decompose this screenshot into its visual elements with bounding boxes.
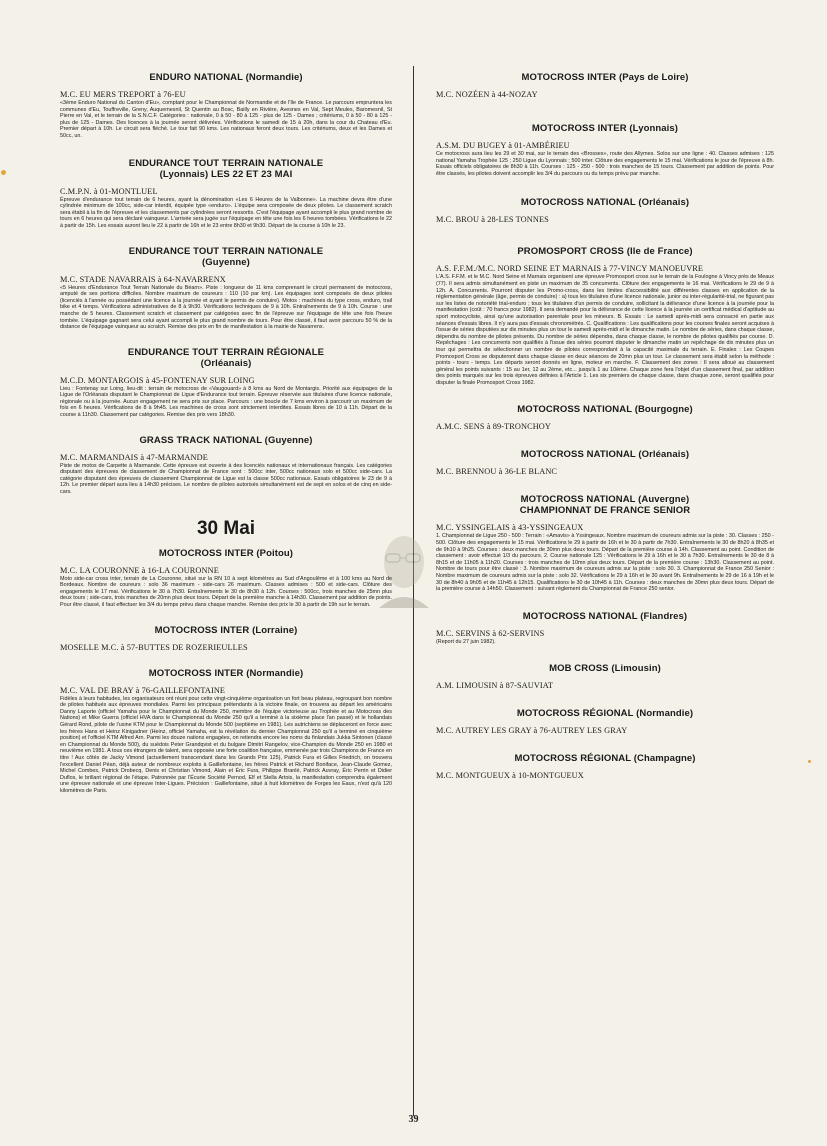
event-description: Lieu : Fontenay sur Loing, lieu-dit : terrain de motocross de «Vaugouard» à 8 kms au Nord de Montargis. Priorité aux équipages de la Ligue de l'Orléanais disputant le Championnat de Ligue d'Endurance tout terrain. Épreuve réservée aux titulaires d'une licence nationale, régionale ou à la journée. Aucun engagement ne sera pris sur place. Parcours : une boucle de 7 kms environ à parcourir un maximum de fois en 6 heures. Vérifications de 8 à 9h45. Les machines de cross sont strictement interdites. Essais libres de 10 à 11h. Départ de la course à 11h30. Classement par catégories. Remise des prix vers 18h30. (60, 385, 392, 419)
event-title: MOTOCROSS INTER (Pays de Loire) (521, 72, 689, 83)
event-motocross-lorraine (60, 625, 392, 652)
event-motocross-flandres (436, 611, 774, 646)
event-description: L'A.S. F.F.M. et le M.C. Nord Seine et Marnais organisent une épreuve Promosport cross sur le terrain de la Foulogne à Vincy près de Meaux (77). Il sera admis simultanément en piste un maximum de 35 concurrents. Clôture des engagements le 16 mai. Vérifications le 29 de 9 à 12h. A. Concurrents. Pourront disputer les Promo-cross, dans les limites d'accessibilité aux différentes classes en application de la réglementation générale (âge, permis de conduire) : a) tous les titulaires d'une licence nationale, junior ou inter-régularité-trial, ne figurant pas sur les listes de notoriété trial-enduro ; tous les titulaires d'un permis de conduire, sollicitant la délivrance d'une licence à la journée pour la manifestation (coût : 70 francs pour 1982). Il sera demandé pour la délivrance de cette licence à la journée un certificat médical d'aptitude au sport motocycliste, ainsi qu'une autorisation parentale pour les mineurs. B. Essais : Le samedi après-midi sera consacré en partie aux séances d'essais libres. Il n'y aura pas d'essais chronométrés. C. Qualifications : Les qualifications pour les courses finales seront acquises à l'issue de séries disputées sur dix minutes plus un tour le samedi après-midi et le dimanche matin. Le nombre de séries, dans chaque classe, dépendra du nombre de pilotes présents. Du nombre de séries dépendra, dans chaque classe, le nombre de pilotes qualifiés par course. D. Repêchages : Les concurrents non qualifiés à l'issue des séries pourront disputer le dimanche matin un repêchage de dix minutes plus un tour qui permettra de sélectionner un nombre de pilotes correspondant à la capacité maximale du terrain. E. Finales : Les Coupes Promosport Cross se disputeront dans chaque classe en deux séances de 20mn plus un tour. Le classement sera établi selon la méthode : points - tours - temps. Les départs seront donnés en ligne, moteur en marche. F. Classement des zones : Il sera alloué au classement général les points suivants : 15 au 1er, 12 au 2ème, etc... jusqu'à 1 au 10ème. Chaque zone fera l'objet d'un classement final, par addition des points marqués sur les trois épreuves définies à l'Article 1. Les six premiers de chaque classe, dans chaque zone, seront qualifiés pour disputer la finale Promosport Cross 1982. (436, 274, 774, 386)
event-description: Ce motocross aura lieu les 29 et 30 mai, sur le terrain des «Brosses», route des Allymes. Solos sur une ligne : 40. Classes admises : 125 national Yamaha Trophée 125 ; 250 Ligue du Lyonnais ; 500 inter. Clôture des engagements le 15 mai. Vérifications le jour de l'épreuve à 8h. Essais officiels obligatoires de 8h30 à 11h. Courses : 125 - 250 - 500 : trois manches de 15 tours. Classement par addition de points. Pour être classés, les pilotes doivent accomplir les 3/4 du parcours ou du temps prévu par manche. (436, 151, 774, 177)
event-title: MOTOCROSS INTER (Lorraine) (154, 624, 298, 636)
event-description: Moto side-car cross inter, terrain de La Couronne, situé sur la RN 10 à sept kilomètres au Sud d'Angoulême et à 100 kms au Nord de Bordeaux. Nombre de coureurs : solo 36 maximum - side-cars 26 maximum. Classes admises : 500 et side-cars. Clôture des engagements le 17 mai. Vérifications le 30 à 7h30. Entraînements le 30 de 8h30 à 12h. Courses : 500cc, trois manches de 25mn plus deux tours ; side-cars, trois manches de 20mn plus deux tours. Départ de la première manche à 14h30. Classement par addition de points. Pour être classé, il faut effectuer les 3/4 du temps prévu dans chaque manche. Remise des prix le 30 à partir de 19h sur le terrain. (60, 575, 392, 608)
date-heading: 30 Mai (196, 517, 256, 539)
left-column (60, 60, 392, 1106)
event-title: MOTOCROSS RÉGIONAL (Normandie) (516, 708, 694, 720)
event-description: Piste de motos de Carpette à Marmande. Cette épreuve est ouverte à des licenciés nationaux et internationaux français. Les catégories disputant des épreuves de classement de Championnat de France sont : 500cc inter, 500cc nationaux solo et 500cc side-cars. La catégorie disputant des épreuves de classement Championnat de Ligue est la classe 500cc nationaux. Essais obligatoires le 23 de 9 à 12h. Le premier départ aura lieu à 14h30 précises. Le nombre de pilotes autorisés simultanément est de sept en solos et de cinq en side-cars. (60, 462, 392, 496)
organizer-club: MOSELLE M.C. à 57-BUTTES DE ROZERIEULLES (60, 642, 248, 652)
event-promosport-idf (436, 246, 774, 386)
event-title: ENDURO NATIONAL (Normandie) (149, 72, 303, 83)
event-grasstrack-guyenne (60, 435, 392, 496)
organizer-club: A.S. F.F.M./M.C. NORD SEINE ET MARNAIS à 77-VINCY MANOEUVRE (436, 264, 704, 274)
event-description: «3ème Enduro National du Canton d'Eu», comptant pour le Championnat de Normandie et de l'Ile de France. Le parcours empruntera les communes d'Eu, Touffreville, Greny, Auquemesnil, St Quentin au Bosc, Bailly en Rivière, Avesnes en Val, Sept Meules, Baromesnil, St Pierre en Val, et le terrain de la S.N.C.F. Catégories : nationale, 0 à 50 - 80 à 125 - plus de 125 - Dames ; critériums, 0 à 50 - 80 à 125 - plus de 125 - Dames. Des licences à la journée seront délivrées. Vérifications le samedi de 15 à 20h, dans la cour du Chateau d'Eu. Premier départ à 10h. Le circuit sera fléché. Le tour fait 90 kms. Les nationaux feront deux tours. Les critériums, deux et les Dames et 50cc, un. (60, 100, 392, 139)
event-motocross-regional-normandie (436, 708, 774, 735)
event-title: MOTOCROSS INTER (Poitou) (158, 547, 294, 559)
organizer-club: A.S.M. DU BUGEY à 01-AMBÉRIEU (436, 141, 570, 150)
event-description: 1. Championnat de Ligue 250 - 500 : Terrain : «Amavis» à Yssingeaux. Nombre maximum de coureurs admis sur la piste : 30. Classes : 250 - 500. Clôture des engagements le 15 mai. Vérifications le 29 à partir de 16h et le 30 à partir de 7h30. Entraînements le 30 de 8h20 à 8h35 et de 9h10 à 9h25. Courses : deux manches de 30mn plus deux tours. Départ de la première course à 14h. Classement au point. Condition de classement : avoir effectué 1/3 du parcours. 2. Course nationale 125 : Vérifications le 29 à 16h et le 30 à 7h30. Entraînements le 30 de 8 à 8h15 et de 11h05 à 11h20. Courses : trois manches de 10mn plus deux tours. Départ de la première course : 13h30. Classement au point. Nombre de tours pour être classé : 3. Nombre maximum de coureurs admis sur la piste : solo 30. 3. Championnat de France 250 Senior : Nombre maximum de coureurs admis sur la piste : solo 32. Vérifications le 29 à 16h et le 30 avant 9h. Entraînements le 29 de 16 à 19h et le 30 de 8h40 à 9h05 et de 11h45 à 12h15. Qualifications le 30 de 10h45 à 11h. Courses : deux manches de 30mn plus deux tours. Départ de la première course à 14h50. Classement : suivant règlement du Championnat de France 250 senior. (436, 533, 774, 593)
event-title: MOTOCROSS INTER (Normandie) (148, 667, 304, 679)
date-section (60, 518, 392, 540)
event-motocross-bourgogne (436, 404, 774, 431)
event-title: PROMOSPORT CROSS (Ile de France) (517, 246, 693, 258)
event-endurance-lyonnais (60, 158, 392, 230)
organizer-club: M.C. VAL DE BRAY à 76-GAILLEFONTAINE (60, 685, 226, 695)
page-number: 39 (408, 1114, 419, 1125)
organizer-club: M.C. STADE NAVARRAIS à 64-NAVARRENX (60, 274, 226, 284)
organizer-club: M.C. AUTREY LES GRAY à 76-AUTREY LES GRAY (436, 726, 628, 736)
organizer-club: M.C. BROU à 28-LES TONNES (436, 215, 549, 225)
organizer-club: M.C. NOZÉEN à 44-NOZAY (436, 90, 538, 99)
organizer-club: M.C. MARMANDAIS à 47-MARMANDE (60, 452, 208, 462)
event-enduro-normandie (60, 72, 392, 140)
event-title: MOTOCROSS NATIONAL (Auvergne) CHAMPIONNAT DE FRANCE SENIOR (519, 494, 691, 517)
event-motocross-auvergne (436, 494, 774, 592)
event-title: ENDURANCE TOUT TERRAIN NATIONALE (Lyonnais) LES 22 ET 23 MAI (128, 157, 324, 180)
organizer-club: M.C. SERVINS à 62-SERVINS (436, 628, 545, 638)
event-description: «5 Heures d'Endurance Tout Terrain Nationale du Béarn». Piste : longueur de 11 kms comprenant le circuit permanent de motocross, amputé de ses portions difficiles. Nombre maximum de coureurs : 110 (10 par km). Les équipages sont composés de deux pilotes (licenciés à l'année ou possédant une licence à la journée et ayant le permis de conduire). Motos : machines du type cross, enduro, trail bike et 4 temps. Vérifications administratives de 8 à 9h30. Vérifications techniques de 9 à 10h. Entraînements de 9 à 10h. Course : une manche de 5 heures. Classement scratch et classement par catégories avec fin de l'épreuve sur l'équipage de tête une fois l'heure tombée. L'équipage gagnant sera celui ayant accompli le plus grand nombre de tours. Pour être classé, il faut avoir parcouru 50 % de la distance de l'équipage vainqueur au scratch. Remise des prix en fin de manifestation à la mairie de Navarrenx. (60, 284, 392, 331)
event-title: ENDURANCE TOUT TERRAIN NATIONALE (Guyenne) (128, 245, 324, 268)
organizer-club: C.M.P.N. à 01-MONTLUEL (60, 186, 158, 196)
event-mobcross-limousin (436, 663, 774, 690)
event-motocross-lyonnais (436, 123, 774, 177)
event-motocross-pays-de-loire (436, 72, 774, 99)
event-description: Fidèles à leurs habitudes, les organisateurs ont réuni pour cette vingt-cinquième organisation un fort beau plateau, regroupant bon nombre de pilotes habitués aux épreuves mondiales. Parmi les principaux prétendants à la victoire finale, on trouvera au départ les américains Danny Laporte (officiel Yamaha pour le Championnat du Monde 250, membre de l'équipe victorieuse au Trophée et au Motocross des Nations) et Mike Guerra (officiel HVA dans le Championnat du Monde 250 qu'il a terminé à la sixième place l'an passé) et le hollandais Gérard Rond, pilote de l'usine KTM pour le Championnat du Monde 500 (septième en 1981). Les autrichiens se déplaceront en force avec les frères Hans et Heinz Kinigadner (Heinz, officiel Yamaha, est la révélation du dernier Championnat 250 qu'il a terminé en cinquième position) et l'officiel KTM Alfred Arn. Parmi les douze nations engagées, on retiendra encore les noms du finlandais Jukka Sintonen (classé en Championnat du Monde 500), du suédois Peter Grandqvist et du bulgare Dimitri Rangelov, vice-Champion du Monde 250 en 1980 et neuvième en 1981. A tous ces étrangers de talent, sera opposée une forte coalition française, emmenée par trois Champions de France en titre ! Aux côtés de Jacky Vimond (actuellement transcendant dans les Grands Prix 125), Patrick Fura et Gilles Friedrich, on trouvera l'excellent Daniel Péan, déjà auteur de nombreux exploits à Gaillefontaine, les frères Patrick et Richard Boniface, Jean-Claude Gomez, Michel Combes, Patrick Drobecq, Denis et Christian Vimond, Alain et Éric Fura, Philippe Branlé, Patrick Auvray, Éric Perrin et Didier Duflos, le brillant régional de l'étape. Patronnée par l'Écurie Société Pernod, Elf et Stella Artois, la manifestation comprendra également une épreuve nationale et une épreuve Inter-Ligues. Précision : Gaillefontaine, situé à huit kilomètres de Forges les Eaux, n'est qu'à 120 kilomètres de Paris. (60, 695, 392, 794)
organizer-club: M.C. MONTGUEUX à 10-MONTGUEUX (436, 771, 584, 781)
event-motocross-poitou (60, 548, 392, 609)
event-motocross-orleanais-1 (436, 197, 774, 224)
event-title: GRASS TRACK NATIONAL (Guyenne) (139, 434, 313, 446)
event-endurance-orleanais (60, 347, 392, 419)
paper-stain (808, 760, 811, 763)
event-title: MOTOCROSS NATIONAL (Orléanais) (520, 197, 690, 209)
event-title: MOTOCROSS NATIONAL (Flandres) (522, 610, 688, 622)
organizer-club: M.C. EU MERS TREPORT à 76-EU (60, 90, 186, 99)
event-title: MOTOCROSS NATIONAL (Orléanais) (520, 449, 690, 461)
event-title: MOTOCROSS NATIONAL (Bourgogne) (517, 404, 693, 416)
event-title: MOTOCROSS RÉGIONAL (Champagne) (514, 753, 696, 765)
event-description: Épreuve d'endurance tout terrain de 6 heures, ayant la dénomination «Les 6 Heures de la Valbonne». La machine devra être d'une cylindrée minimum de 100cc, side-car interdit, équipée type «enduro». L'équipe sera composée de deux pilotes. Le classement scratch sera établi à la fin de l'épreuve et les classements par cylindrées seront ressortis. C'est l'équipage ayant accompli le plus grand nombre de tours en 6 heures qui sera déclaré vainqueur. L'arrivée sera jugée sur l'équipage en tête une fois les 6 heures tombées. Vérifications le 22 à partir de 15h. Les essais auront lieu le 22 à partir de 16h et le 23 entre 8h30 et 9h30. Départ de la course à 10h le 23. (60, 196, 392, 229)
event-motocross-regional-champagne (436, 753, 774, 780)
organizer-club: M.C. YSSINGELAIS à 43-YSSINGEAUX (436, 523, 584, 533)
organizer-club: A.M. LIMOUSIN à 87-SAUVIAT (436, 681, 554, 691)
event-title: MOB CROSS (Limousin) (549, 663, 661, 675)
event-motocross-normandie (60, 668, 392, 795)
event-title: MOTOCROSS INTER (Lyonnais) (531, 123, 679, 134)
paper-stain (1, 170, 6, 175)
organizer-club: M.C. LA COURONNE à 16-LA COURONNE (60, 565, 219, 575)
organizer-club: M.C. BRENNOU à 36-LE BLANC (436, 467, 558, 477)
event-endurance-guyenne (60, 246, 392, 331)
event-title: ENDURANCE TOUT TERRAIN RÉGIONALE (Orléanais) (127, 346, 325, 369)
right-column (436, 60, 774, 1106)
organizer-club: M.C.D. MONTARGOIS à 45-FONTENAY SUR LOING (60, 375, 255, 385)
organizer-club: A.M.C. SENS à 89-TRONCHOY (436, 422, 551, 432)
event-description: (Report du 27 juin 1982). (436, 638, 496, 645)
event-motocross-orleanais-2 (436, 449, 774, 476)
